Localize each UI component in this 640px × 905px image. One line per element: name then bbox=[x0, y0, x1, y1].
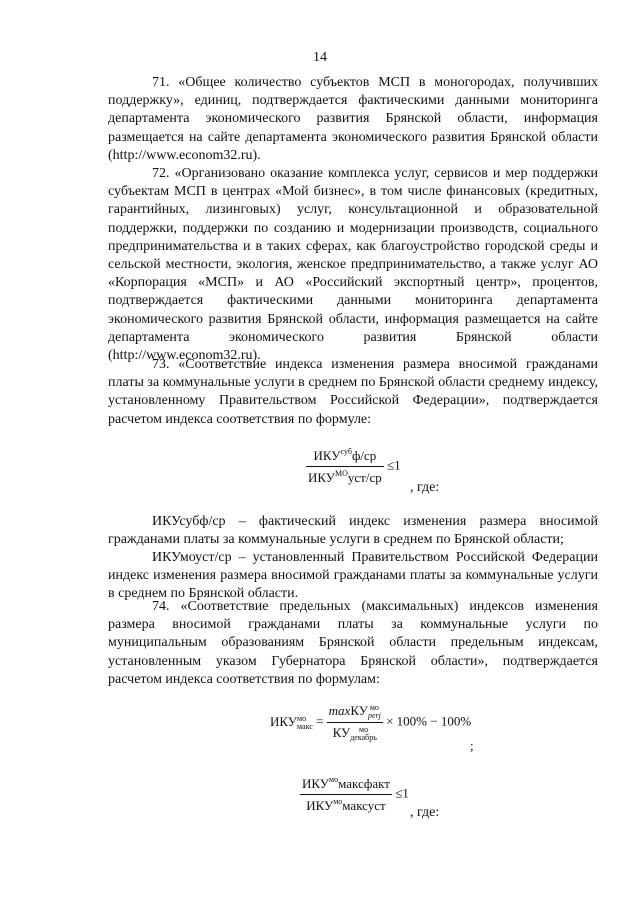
formula-2-fraction bbox=[327, 703, 383, 742]
definition-1: ИКУсубф/ср – фактический индекс изменения размера вносимой гражданами платы за коммунальные услуги в среднем по Брянской области; bbox=[108, 514, 598, 548]
paragraph-73: 73. «Соответствие индекса изменения размера вносимой гражданами платы за коммунальные услуги в среднем по Брянской области среднему индексу, установленному Правительством Российской Федерации», подтверждается расчетом индекса соответствия по формуле: bbox=[108, 357, 598, 427]
formula-2-semicolon: ; bbox=[470, 738, 474, 753]
formula-2 bbox=[270, 703, 471, 742]
definition-2: ИКУмоуст/ср – установленный Правительством Российской Федерации индекс изменения размера вносимой гражданами платы за коммунальные услуги в среднем по Брянской области. bbox=[108, 550, 598, 602]
formula-3-where: , где: bbox=[410, 805, 440, 820]
formula-1-denominator: $ИКУ^{МО}уст/ср$ bbox=[308, 469, 382, 485]
formula-3-relation: ≤1 bbox=[395, 785, 409, 801]
formula-1-fraction bbox=[306, 447, 384, 486]
page-number: 14 bbox=[313, 50, 327, 65]
formula-3-fraction bbox=[300, 775, 392, 814]
formula-2-tail: × 100% − 100% bbox=[386, 713, 472, 729]
paragraph-72: 72. «Организовано оказание комплекса услуг, сервисов и мер поддержки субъектам МСП в центрах «Мой бизнес», в том числе финансовых (кредитных, гарантийных, лизинговых) услуг, консультационной и образовательной поддержки, поддержки по созданию и модернизации производств, социального предпринимательства и в таких сферах, как благоустройство городской среды и сельской местности, экология, женское предпринимательство, а также услуг АО «Корпорация «МСП» и АО «Российский экспортный центр», процентов, подтверждается фактическими данными мониторинга департамента экономического развития Брянской области, информация размещается на сайте департамента экономического развития Брянской области (http://www.econom32.ru). bbox=[108, 166, 598, 364]
formula-1-relation: ≤1 bbox=[387, 457, 401, 473]
paragraph-71: 71. «Общее количество субъектов МСП в моногородах, получивших поддержку», единиц, подтверждается фактическими данными мониторинга департамента экономического развития Брянской области, информация размещается на сайте департамента экономического развития Брянской области (http://www.econom32.ru). bbox=[108, 75, 598, 163]
formula-1 bbox=[306, 447, 401, 486]
formula-3-denominator: $ИКУ^{мо}максуст$ bbox=[306, 797, 386, 813]
formula-2-lhs: ИКУ мо макс bbox=[270, 713, 313, 731]
formula-1-numerator: $ИКУ^{суб}ф/ср$ bbox=[306, 447, 384, 467]
formula-2-equals: = bbox=[316, 713, 324, 729]
paragraph-74: 74. «Соответствие предельных (максимальных) индексов изменения размера вносимой гражданами платы за коммунальные услуги по муниципальным образованиям Брянской области предельным индексам, установленным указом Губернатора Брянской области», подтверждается расчетом индекса соответствия по формулам: bbox=[108, 599, 598, 687]
formula-2-numerator: maxКУ мо perj bbox=[327, 703, 383, 723]
formula-2-denominator: КУ мо декабрь bbox=[332, 725, 377, 743]
formula-3-numerator: $ИКУ^{мо}максфакт$ bbox=[300, 775, 392, 795]
formula-3 bbox=[300, 775, 409, 814]
formula-1-where: , где: bbox=[410, 480, 440, 495]
